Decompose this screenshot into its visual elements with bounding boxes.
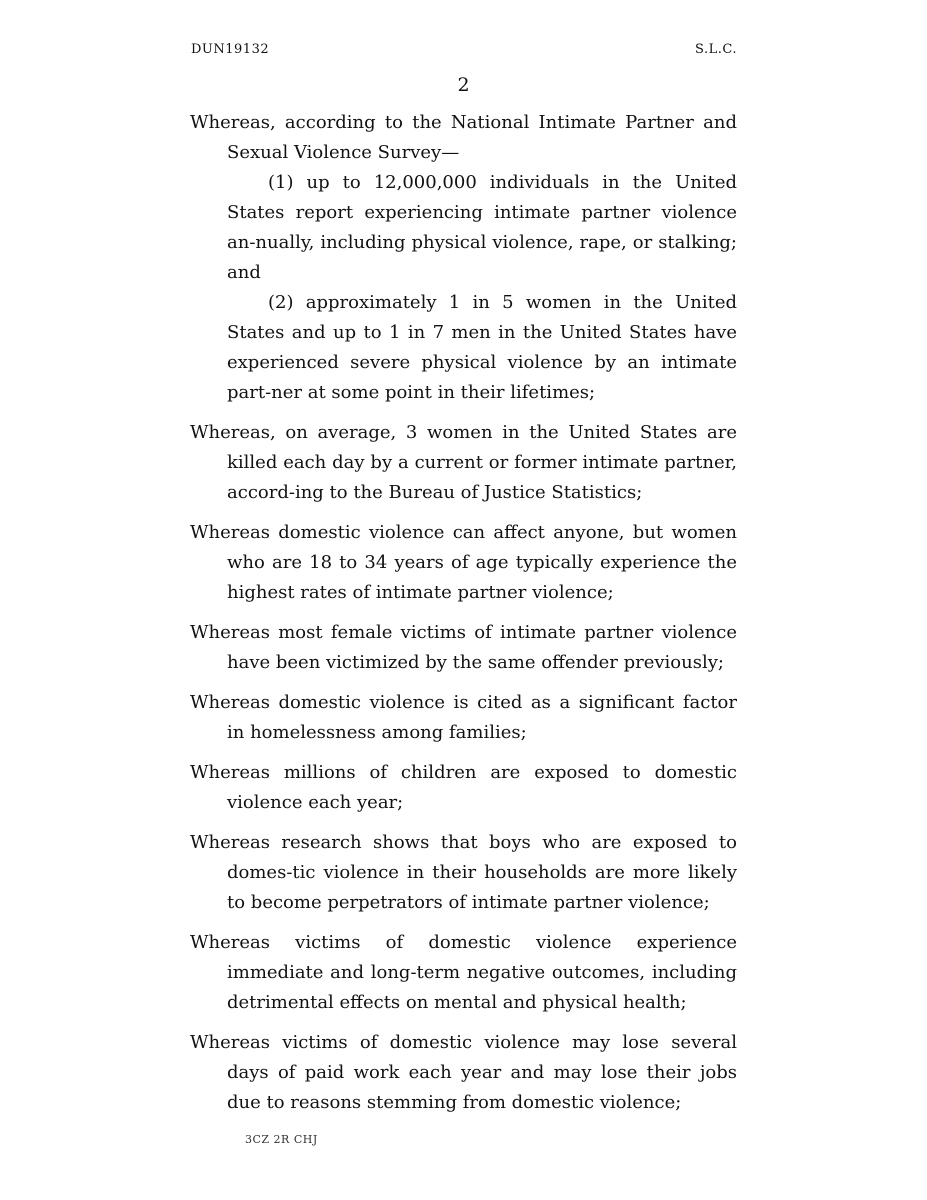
document-id: DUN19132: [191, 42, 270, 57]
footer-code: 3CZ 2R CHJ: [245, 1133, 318, 1146]
whereas-clause-anyone: Whereas domestic violence can affect anyone, but women who are 18 to 34 years of age typically experience the highest rates of intimate partner violence;: [190, 522, 737, 603]
whereas-clause-same-offender: Whereas most female victims of intimate partner violence have been victimized by the same offender previously;: [190, 622, 737, 673]
survey-item-1: (1) up to 12,000,000 individuals in the United States report experiencing intimate partner violence an-nually, including physical violence, rape, or stalking; and: [227, 172, 737, 283]
whereas-clause-killed: Whereas, on average, 3 women in the United States are killed each day by a current or former intimate partner, accord-ing to the Bureau of Justice Statistics;: [190, 422, 737, 503]
whereas-clause-survey: Whereas, according to the National Intimate Partner and Sexual Violence Survey—: [190, 112, 737, 163]
whereas-clause-outcomes: Whereas victims of domestic violence experience immediate and long-term negative outcomes, including detrimental effects on mental and physical health;: [190, 932, 737, 1013]
whereas-clause-children: Whereas millions of children are exposed to domestic violence each year;: [190, 762, 737, 813]
whereas-clause-homelessness: Whereas domestic violence is cited as a significant factor in homelessness among families;: [190, 692, 737, 743]
whereas-clause-paid-work: Whereas victims of domestic violence may lose several days of paid work each year and may lose their jobs due to reasons stemming from domestic violence;: [190, 1032, 737, 1113]
whereas-clause-boys: Whereas research shows that boys who are exposed to domes-tic violence in their households are more likely to become perpetrators of intimate partner violence;: [190, 832, 737, 913]
document-body: [190, 108, 737, 1128]
page-number: 2: [457, 74, 470, 96]
office-code: S.L.C.: [695, 42, 737, 57]
survey-item-2: (2) approximately 1 in 5 women in the United States and up to 1 in 7 men in the United States have experienced severe physical violence by an intimate part-ner at some point in their lifetimes;: [227, 292, 737, 403]
